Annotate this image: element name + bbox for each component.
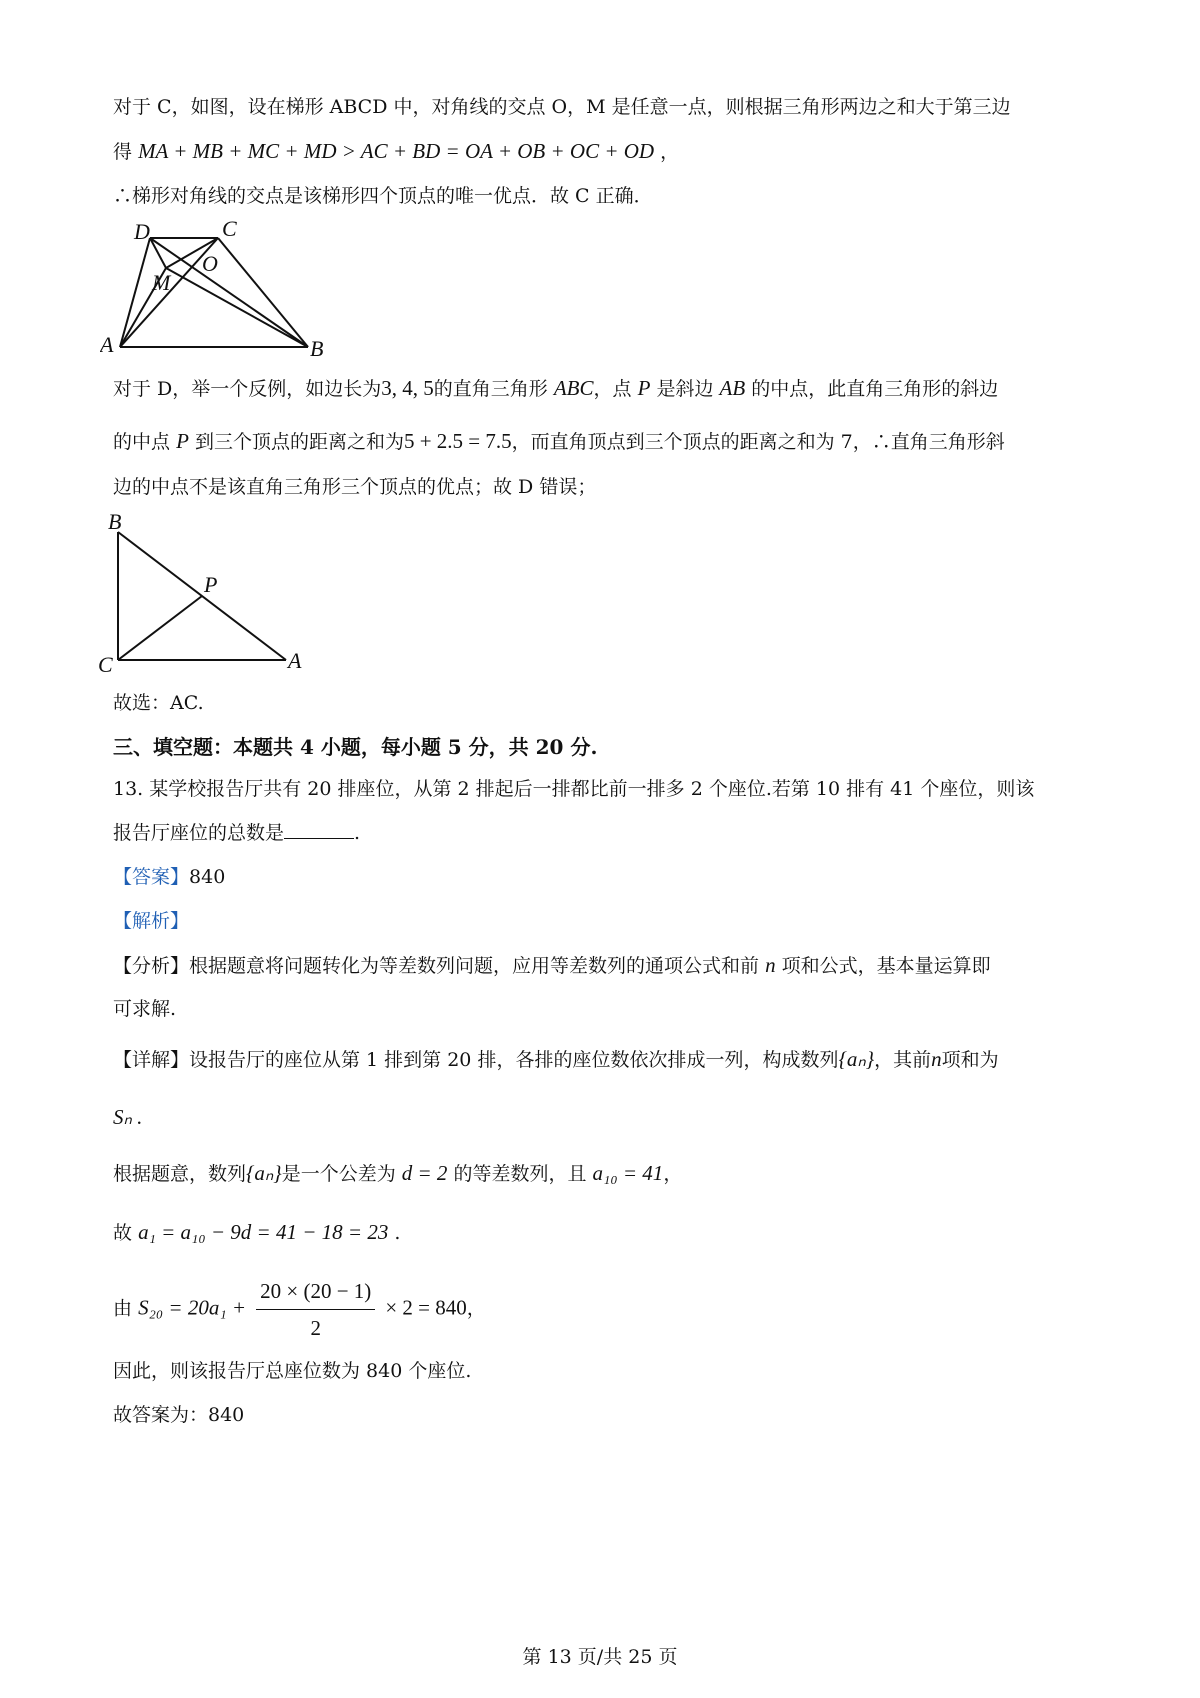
- common-difference: d = 2: [401, 1161, 448, 1185]
- para-c-prefix: 得: [113, 141, 133, 163]
- xiangjie-label: 【详解】: [113, 1049, 190, 1071]
- fenxi-line1: [113, 952, 991, 979]
- trap-label-b: B: [310, 336, 324, 361]
- step3-line: [113, 1276, 486, 1343]
- var-n: n: [765, 953, 776, 977]
- xiangjie-text: 设报告厅的座位从第 1 排到第 20 排，各排的座位数依次排成一列，构成数列: [189, 1049, 839, 1071]
- para-c-comma: ，: [660, 141, 680, 163]
- para-d-text: 是斜边: [656, 378, 714, 400]
- trap-label-m: M: [152, 270, 171, 295]
- side-lengths: 3, 4, 5: [381, 376, 434, 400]
- para-d-text: 到三个顶点的距离之和为: [194, 431, 404, 453]
- fenxi-text: 根据题意将问题转化为等差数列问题，应用等差数列的通项公式和前: [189, 955, 760, 977]
- trapezoid-figure: [100, 218, 340, 363]
- fraction-numerator: 20 × (20 − 1): [256, 1276, 375, 1310]
- answer-label: 【答案】: [113, 866, 190, 888]
- s20-rhs: × 2 = 840: [385, 1295, 467, 1320]
- xiangjie-line1: [113, 1046, 999, 1073]
- final-answer-line: 故答案为：840: [113, 1404, 245, 1426]
- s20-lhs: S₂₀ = 20a₁ +: [138, 1295, 247, 1320]
- para-c-line2: [113, 138, 679, 165]
- fraction-denominator: 2: [310, 1316, 321, 1340]
- triangle-abc: ABC: [553, 376, 594, 400]
- q13-text: 报告厅座位的总数是: [113, 822, 285, 844]
- sequence-an: {aₙ}: [246, 1161, 282, 1185]
- para-d-text: 的直角三角形: [433, 378, 548, 400]
- answer-line: [113, 864, 225, 890]
- trap-label-d: D: [134, 219, 150, 244]
- para-d-text: 的中点，此直角三角形的斜边: [751, 378, 999, 400]
- para-d-text: 的中点: [113, 431, 171, 453]
- para-c-inequality: MA + MB + MC + MD > AC + BD = OA + OB + OC + OD: [138, 139, 655, 163]
- distance-sum-formula: 5 + 2.5 = 7.5: [403, 429, 512, 453]
- fenxi-line2: 可求解.: [113, 998, 177, 1020]
- trap-diag-db: [150, 238, 308, 347]
- a10-value: a₁₀ = 41: [592, 1161, 664, 1185]
- a1-formula: a₁ = a₁₀ − 9d = 41 − 18 = 23: [138, 1220, 389, 1244]
- para-c-line1: 对于 C，如图，设在梯形 ABCD 中，对角线的交点 O，M 是任意一点，则根据三角形两边之和大于第三边: [113, 96, 1011, 118]
- step1-text: 是一个公差为: [281, 1163, 396, 1185]
- trap-label-o: O: [202, 251, 218, 276]
- page-footer: 第 13 页/共 25 页: [522, 1646, 678, 1668]
- step3-text: 由: [113, 1297, 133, 1320]
- q13-period: .: [354, 822, 361, 844]
- step2-text: .: [394, 1222, 401, 1244]
- xiangjie-line2: Sₙ .: [113, 1105, 143, 1129]
- section-title: 三、填空题：本题共 4 小题，每小题 5 分，共 20 分.: [113, 735, 598, 759]
- para-d-text: 对于 D，举一个反例，如边长为: [113, 378, 382, 400]
- para-d-text: ，而直角顶点到三个顶点的距离之和为 7，∴直角三角形斜: [511, 431, 1005, 453]
- tri-median-cp: [118, 596, 202, 660]
- var-n: n: [931, 1047, 942, 1071]
- step1-line: [113, 1160, 682, 1187]
- para-d-line2: [113, 428, 1005, 455]
- q13-line1: 13. 某学校报告厅共有 20 排座位，从第 2 排起后一排都比前一排多 2 个座位.若第 10 排有 41 个座位，则该: [113, 778, 1035, 800]
- tri-label-c: C: [98, 652, 113, 675]
- step3-text: ，: [466, 1297, 486, 1320]
- q13-line2: [113, 820, 360, 846]
- para-c-line3: ∴梯形对角线的交点是该梯形四个顶点的唯一优点．故 C 正确．: [113, 185, 653, 207]
- trap-edge-cb: [218, 238, 308, 347]
- para-d-line3: 边的中点不是该直角三角形三个顶点的优点；故 D 错误；: [113, 476, 597, 498]
- step1-text: 根据题意，数列: [113, 1163, 247, 1185]
- tri-label-b: B: [108, 510, 122, 534]
- point-p: P: [176, 429, 189, 453]
- para-d-text: ，点: [593, 378, 632, 400]
- step2-line: [113, 1219, 400, 1246]
- trap-mb: [166, 268, 308, 347]
- answer-blank: [284, 820, 354, 839]
- xiangjie-text: ，其前: [874, 1049, 932, 1071]
- right-triangle-figure: [96, 510, 326, 675]
- xiangjie-text: 项和为: [941, 1049, 999, 1071]
- tri-label-a: A: [288, 648, 302, 673]
- step1-text: ，: [663, 1163, 683, 1185]
- fenxi-label: 【分析】: [113, 955, 190, 977]
- choice-line: 故选：AC.: [113, 692, 204, 714]
- step2-text: 故: [113, 1222, 133, 1244]
- point-p: P: [637, 376, 651, 400]
- sum-fraction: [256, 1276, 375, 1343]
- tri-label-p: P: [204, 572, 218, 597]
- sequence-an: {aₙ}: [838, 1047, 875, 1071]
- conclusion-line: 因此，则该报告厅总座位数为 840 个座位.: [113, 1360, 472, 1382]
- para-d-line1: [113, 375, 998, 402]
- fenxi-text: 项和公式，基本量运算即: [781, 955, 991, 977]
- segment-ab: AB: [719, 376, 746, 400]
- trap-label-c: C: [222, 218, 237, 241]
- answer-value: 840: [189, 866, 226, 888]
- trap-label-a: A: [100, 332, 114, 357]
- analysis-label: 【解析】: [113, 910, 190, 932]
- step1-text: 的等差数列，且: [453, 1163, 587, 1185]
